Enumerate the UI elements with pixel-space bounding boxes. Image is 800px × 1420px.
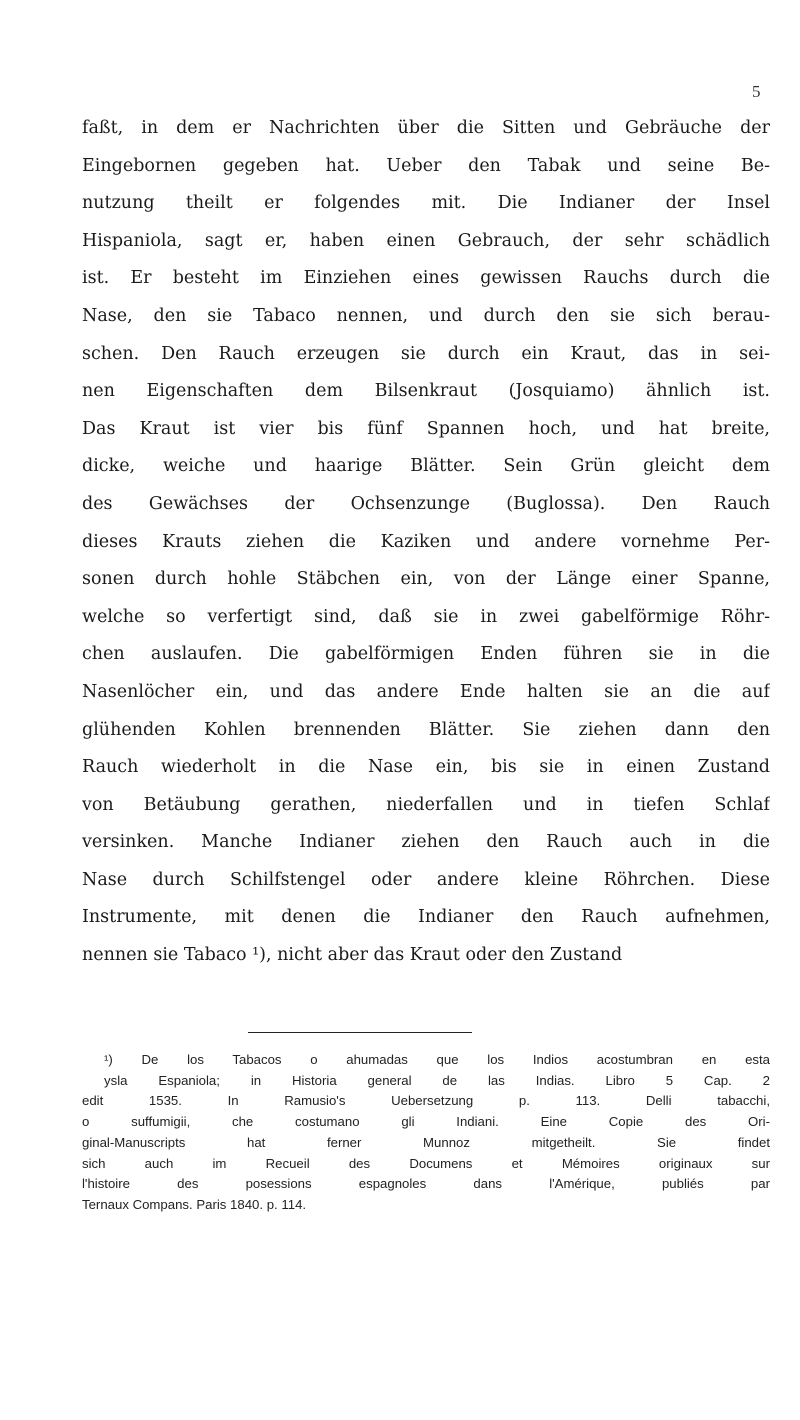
body-line: dieses Krauts ziehen die Kaziken und andere vornehme Per-: [82, 531, 770, 552]
body-line: welche so verfertigt sind, daß sie in zwei gabelförmige Röhr-: [82, 606, 770, 627]
body-line: nutzung theilt er folgendes mit. Die Indianer der Insel: [82, 193, 770, 214]
footnote-line: Ternaux Compans. Paris 1840. p. 114.: [82, 1196, 307, 1212]
body-text: [82, 110, 770, 975]
body-line: von Betäubung gerathen, niederfallen und in tiefen Schlaf: [82, 794, 770, 815]
body-line: Nase, den sie Tabaco nennen, und durch den sie sich berau-: [82, 305, 770, 326]
body-line: Instrumente, mit denen die Indianer den Rauch aufnehmen,: [82, 907, 770, 928]
body-line: nennen sie Tabaco ¹), nicht aber das Kraut oder den Zustand: [82, 945, 623, 966]
body-line: versinken. Manche Indianer ziehen den Rauch auch in die: [82, 832, 770, 853]
body-line: dicke, weiche und haarige Blätter. Sein Grün gleicht dem: [82, 456, 770, 477]
body-line: faßt, in dem er Nachrichten über die Sitten und Gebräuche der: [82, 118, 770, 138]
footnote-line: ysla Espaniola; in Historia general de las Indias. Libro 5 Cap. 2: [104, 1072, 770, 1088]
body-line: chen auslaufen. Die gabelförmigen Enden führen sie in die: [82, 644, 770, 665]
footnote-separator: [248, 1032, 472, 1033]
footnote-line: ¹) De los Tabacos o ahumadas que los Indios acostumbran en esta: [104, 1052, 770, 1067]
body-line: ist. Er besteht im Einziehen eines gewissen Rauchs durch die: [82, 268, 770, 289]
body-line: Eingebornen gegeben hat. Ueber den Tabak und seine Be-: [82, 155, 770, 176]
footnote: [82, 1050, 770, 1216]
body-line: Nase durch Schilfstengel oder andere kleine Röhrchen. Diese: [82, 869, 770, 890]
body-line: Nasenlöcher ein, und das andere Ende halten sie an die auf: [82, 681, 770, 702]
footnote-line: l'histoire des posessions espagnoles dans l'Amérique, publiés par: [82, 1176, 770, 1192]
footnote-line: o suffumigii, che costumano gli Indiani. Eine Copie des Ori-: [82, 1114, 770, 1130]
body-line: Hispaniola, sagt er, haben einen Gebrauch, der sehr schädlich: [82, 230, 770, 251]
footnote-line: edit 1535. In Ramusio's Uebersetzung p. 113. Delli tabacchi,: [82, 1093, 770, 1109]
body-line: schen. Den Rauch erzeugen sie durch ein Kraut, das in sei-: [82, 343, 770, 364]
footnote-line: ginal-Manuscripts hat ferner Munnoz mitgetheilt. Sie findet: [82, 1134, 770, 1150]
body-line: glühenden Kohlen brennenden Blätter. Sie ziehen dann den: [82, 719, 770, 740]
footnote-line: sich auch im Recueil des Documens et Mémoires originaux sur: [82, 1155, 770, 1171]
body-line: sonen durch hohle Stäbchen ein, von der Länge einer Spanne,: [82, 569, 770, 590]
body-line: nen Eigenschaften dem Bilsenkraut (Josquiamo) ähnlich ist.: [82, 381, 770, 402]
page-number: 5: [752, 82, 761, 101]
body-line: des Gewächses der Ochsenzunge (Buglossa). Den Rauch: [82, 493, 770, 514]
body-line: Das Kraut ist vier bis fünf Spannen hoch, und hat breite,: [82, 418, 770, 439]
body-line: Rauch wiederholt in die Nase ein, bis sie in einen Zustand: [82, 757, 770, 778]
